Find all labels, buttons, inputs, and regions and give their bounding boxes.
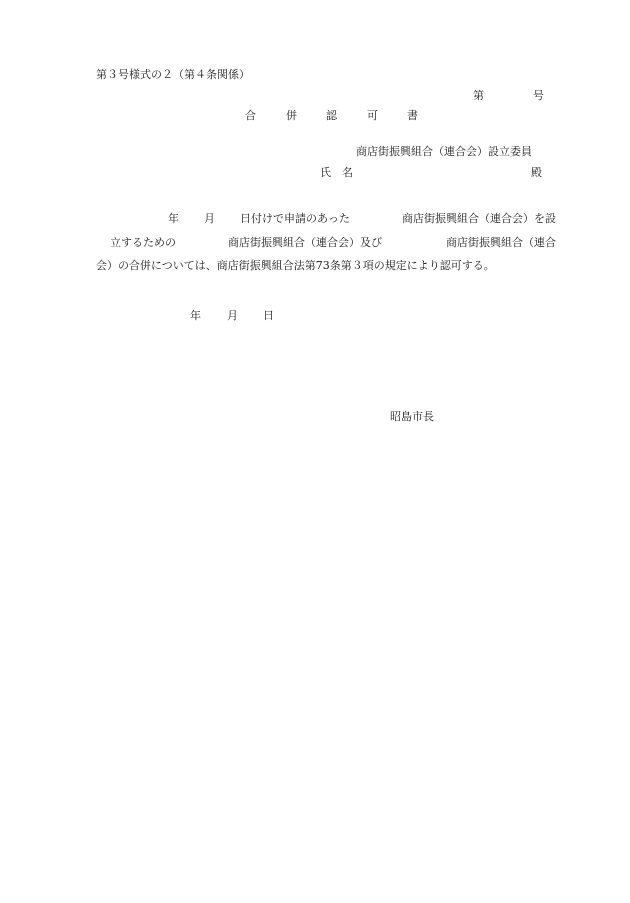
date-year: 年 [190,309,201,322]
body-line2-mid: 商店街振興組合（連合会）及び [228,236,382,249]
issuer: 昭島市長 [390,410,434,423]
date-day: 日 [263,309,274,322]
document-number-go: 号 [533,89,544,102]
document-number-dai: 第 [473,89,484,102]
body-line1-tail: 商店街振興組合（連合会）を設 [402,212,556,225]
body-year: 年 [168,212,179,225]
addressee-role: 商店街振興組合（連合会）設立委員 [356,145,532,158]
date-month: 月 [227,309,238,322]
title-char: 書 [407,109,418,122]
title-char: 併 [286,109,297,122]
form-label: 第３号様式の２（第４条関係） [96,68,250,81]
body-line2-tail: 商店街振興組合（連合 [446,236,556,249]
honorific: 殿 [531,166,542,179]
body-day-text: 日付けで申請のあった [240,212,350,225]
name-label: 氏 名 [320,166,353,179]
title-char: 可 [367,109,378,122]
title-char: 認 [326,109,337,122]
body-line3: 会）の合併については、商店街振興組合法第73条第３項の規定により認可する。 [96,259,495,272]
body-month: 月 [204,212,215,225]
body-line2-head: 立するための [110,236,176,249]
title-char: 合 [245,109,256,122]
